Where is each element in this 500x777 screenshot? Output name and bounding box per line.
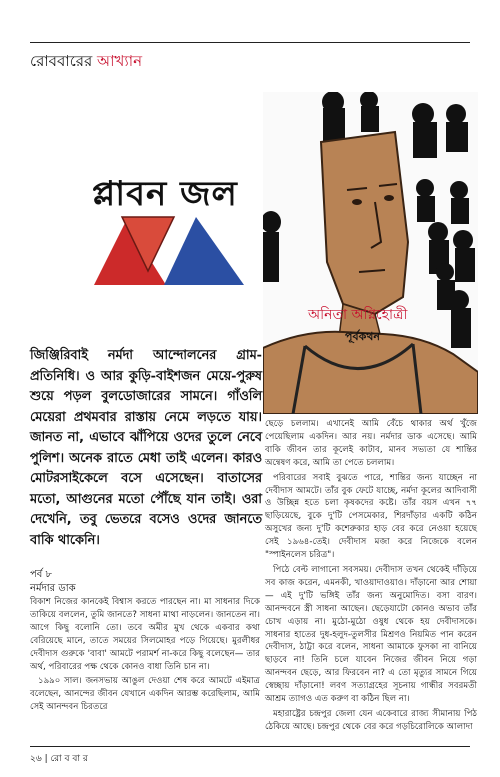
intro-paragraph: জিঞ্জিরিবাই নর্মদা আন্দোলনের গ্রাম-প্রতিনিধি। ও আর কুড়ি-বাইশজন মেয়ে-পুরুষ শুয়ে পড়ল বুলডোজারের সামনে। গাঁওলি মেয়েরা প্রথমবার রাস্তায় নেমে লড়তে যায়। জানত না, এভাবে ঝাঁপিয়ে ওদের তুলে নেবে পুলিশ। অনেক রাতে মেধা তাই এলেন। কারও মোটরসাইকেলে বসে এসেছেন। বাতাসের মতো, আগুনের মতো পৌঁছে যান তাই। ওরা দেখেনি, তবু ভেতরে বসেও ওদের জানতে বাকি থাকেনি। (30, 348, 262, 548)
page-footer: ২৬ | রো ব বা র (30, 754, 88, 764)
section-header (30, 50, 142, 75)
body-paragraph: পরিবারের সবাই বুঝতে পারে, শান্তির জন্য যাচ্ছেন না দেবীদাস আমটে। তাঁর বুক ফেটে যাচ্ছে, নর্মদা কূলের আদিবাসী ও উচ্ছিন্ন হতে চলা কৃষকদের কষ্টে। তাঁর বয়স এখন ৭৭ ছাড়িয়েছে, বুকে দু'টি পেসমেকার, শিরদাঁড়ার একটি কঠিন অসুখের জন্য দু'টি কশেরুকার হাড় বের করে নেওয়া হয়েছে সেই ১৯৬৪-তেই। দেবীদাস মজা করে নিজেকে বলেন "স্পাইনলেস চরিত্র"। (265, 472, 477, 561)
header-rule (30, 42, 470, 43)
footer-rule (30, 746, 470, 747)
body-paragraph: ছেড়ে চললাম। এখানেই আমি বেঁচে থাকার অর্থ খুঁজে পেয়েছিলাম একদিন। আর নয়। নর্মদার ডাক এসেছে। আমি বাকি জীবন তার কূলেই কাটাব, মানব সভ্যতা যে শান্তির অন্বেষণ করে, আমি তা পেতে চললাম। (265, 419, 477, 468)
blue-triangle (164, 217, 244, 285)
triangles-illustration (94, 213, 244, 285)
left-column (30, 596, 260, 716)
man-painting (263, 92, 478, 414)
section-header-part1: রোববারের (30, 52, 98, 70)
author-name: অনিতা অগ্নিহোত্রী (308, 307, 408, 323)
body-paragraph: মহারাষ্ট্রের চন্দ্রপুর জেলা যেন একেবারে রাজ্য সীমানায় পিঠ ঠেকিয়ে আছে। চন্দ্রপুর থেকে বের করে গড়চিরোলিকে আলাদা (265, 708, 477, 732)
body-paragraph: বিকাশ নিজের কানকেই বিশ্বাস করতে পারছেন না। মা সাধনার দিকে তাকিয়ে বললেন, তুমি জানতে? সাধনা মাথা নাড়লেন। জানতেন না। আগে কিছু বলোনি তো। তবে অমীর মুখ থেকে একবার কথা বেরিয়েছে মানে, তাতে সময়ের সিলমোহর পড়ে গিয়েছে। মুরলীধর দেবীদাস গুরুকে 'বাবা' আমটে পরামর্শ না-করে কিছু বলেছেন— তার অর্থ, পরিবারের পক্ষ থেকে কোনও বাধা তিনি চান না। (30, 597, 260, 672)
body-paragraph: ১৯৯০ সাল। জনসভায় আঙুল দেওয়া শেষ করে আমটে এইমাত্র বলেছেন, আনন্দের জীবন যেখানে একদিন আরম্ভ করেছিলাম, আমি সেই আনন্দবন চিরতরে (30, 676, 260, 713)
right-column (265, 418, 477, 736)
body-paragraph: পিঠে বেল্ট লাগানো সবসময়। দেবীদাস তখন থেকেই দাঁড়িয়ে সব কাজ করেন, এমনকী, খাওয়াদাওয়াও। দাঁড়ানো আর শোয়া— এই দু'টি ভঙ্গিই তাঁর জন্য অনুমোদিত। বসা বারণ। আনন্দবনে স্ত্রী সাধনা আছেন। ছেড়েযাটো কোনও অভাব তাঁর চোখ এড়ায় না। মুঠো-মুঠো ওষুধ থেকে হয় দেবীদাসকে। সাধনার হাতের দুধ-হলুদ-তুলসীর মিশ্রণও নিয়মিত পান করেন দেবীদাস, ঠাট্টা করে বলেন, সাধনা আমাকে ফুসকা না বানিয়ে ছাড়বে না! তিনি চলে যাবেন নিজের জীবন নিয়ে গড়া আনন্দবন ছেড়ে, আর ফিরবেন না? এ তো মৃত্যুর সামনে গিয়ে স্বেচ্ছায় দাঁড়ানো! লবণ সত্যাগ্রহের সূচনায় গান্ধীর সবরমতী আশ্রম ত্যাগও এত করুণ বা কঠিন ছিল না। (265, 564, 477, 705)
story-title: প্লাবন জল (92, 174, 238, 214)
section-header-part2: আখ্যান (97, 52, 143, 70)
subtitle: পূর্বকথন (345, 330, 380, 343)
part-title: নর্মদার ডাক (30, 583, 76, 594)
part-heading (30, 568, 76, 596)
part-number: পর্ব ৮ (30, 569, 53, 580)
